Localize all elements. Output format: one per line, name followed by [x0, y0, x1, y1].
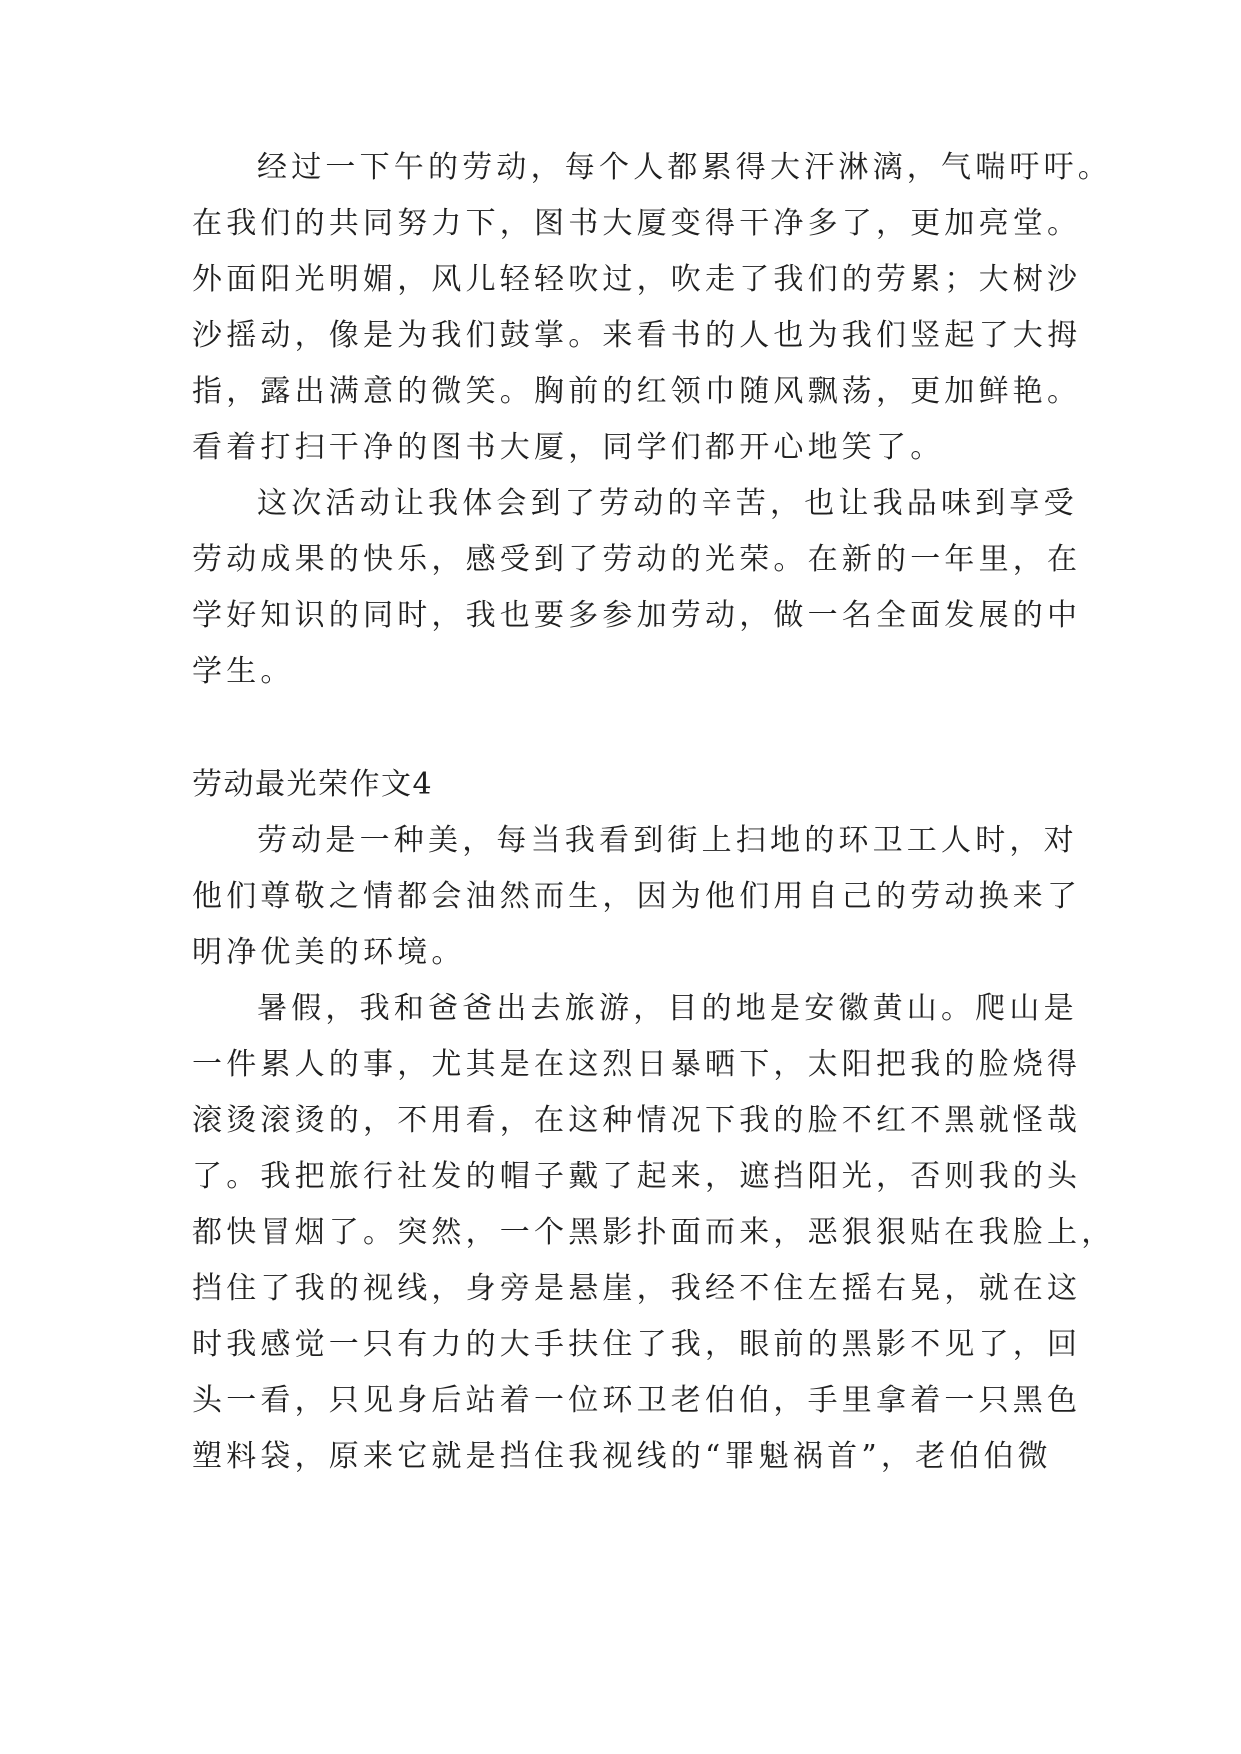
text-line: 塑料袋，原来它就是挡住我视线的“罪魁祸首”，老伯伯微 [192, 1439, 1052, 1474]
text-line: 他们尊敬之情都会油然而生，因为他们用自己的劳动换来了 [192, 879, 1082, 914]
text-line: 学生。 [192, 654, 295, 689]
text-line: 学好知识的同时，我也要多参加劳动，做一名全面发展的中 [192, 598, 1082, 633]
text-line: 明净优美的环境。 [192, 935, 466, 970]
text-line: 指，露出满意的微笑。胸前的红领巾随风飘荡，更加鲜艳。 [192, 374, 1082, 409]
text-line: 沙摇动，像是为我们鼓掌。来看书的人也为我们竖起了大拇 [192, 318, 1082, 353]
text-line: 了。我把旅行社发的帽子戴了起来，遮挡阳光，否则我的头 [192, 1159, 1082, 1194]
text-line: 一件累人的事，尤其是在这烈日暴晒下，太阳把我的脸烧得 [192, 1047, 1082, 1082]
text-line: 头一看，只见身后站着一位环卫老伯伯，手里拿着一只黑色 [192, 1383, 1082, 1418]
text-line: 滚烫滚烫的，不用看，在这种情况下我的脸不红不黑就怪哉 [192, 1103, 1082, 1138]
text-line: 都快冒烟了。突然，一个黑影扑面而来，恶狠狠贴在我脸上， [192, 1215, 1116, 1250]
text-line: 暑假，我和爸爸出去旅游，目的地是安徽黄山。爬山是 [257, 991, 1078, 1026]
text-line: 挡住了我的视线，身旁是悬崖，我经不住左摇右晃，就在这 [192, 1271, 1082, 1306]
text-line: 这次活动让我体会到了劳动的辛苦，也让我品味到享受 [257, 486, 1078, 521]
text-line: 外面阳光明媚，风儿轻轻吹过，吹走了我们的劳累；大树沙 [192, 262, 1082, 297]
section-title: 劳动最光荣作文4 [192, 767, 434, 802]
text-line: 在我们的共同努力下，图书大厦变得干净多了，更加亮堂。 [192, 206, 1082, 241]
text-line: 看着打扫干净的图书大厦，同学们都开心地笑了。 [192, 430, 945, 465]
text-line: 劳动是一种美，每当我看到街上扫地的环卫工人时，对 [257, 823, 1078, 858]
text-line: 劳动成果的快乐，感受到了劳动的光荣。在新的一年里，在 [192, 542, 1082, 577]
text-line: 时我感觉一只有力的大手扶住了我，眼前的黑影不见了，回 [192, 1327, 1082, 1362]
text-line: 经过一下午的劳动，每个人都累得大汗淋漓，气喘吁吁。 [257, 150, 1112, 185]
